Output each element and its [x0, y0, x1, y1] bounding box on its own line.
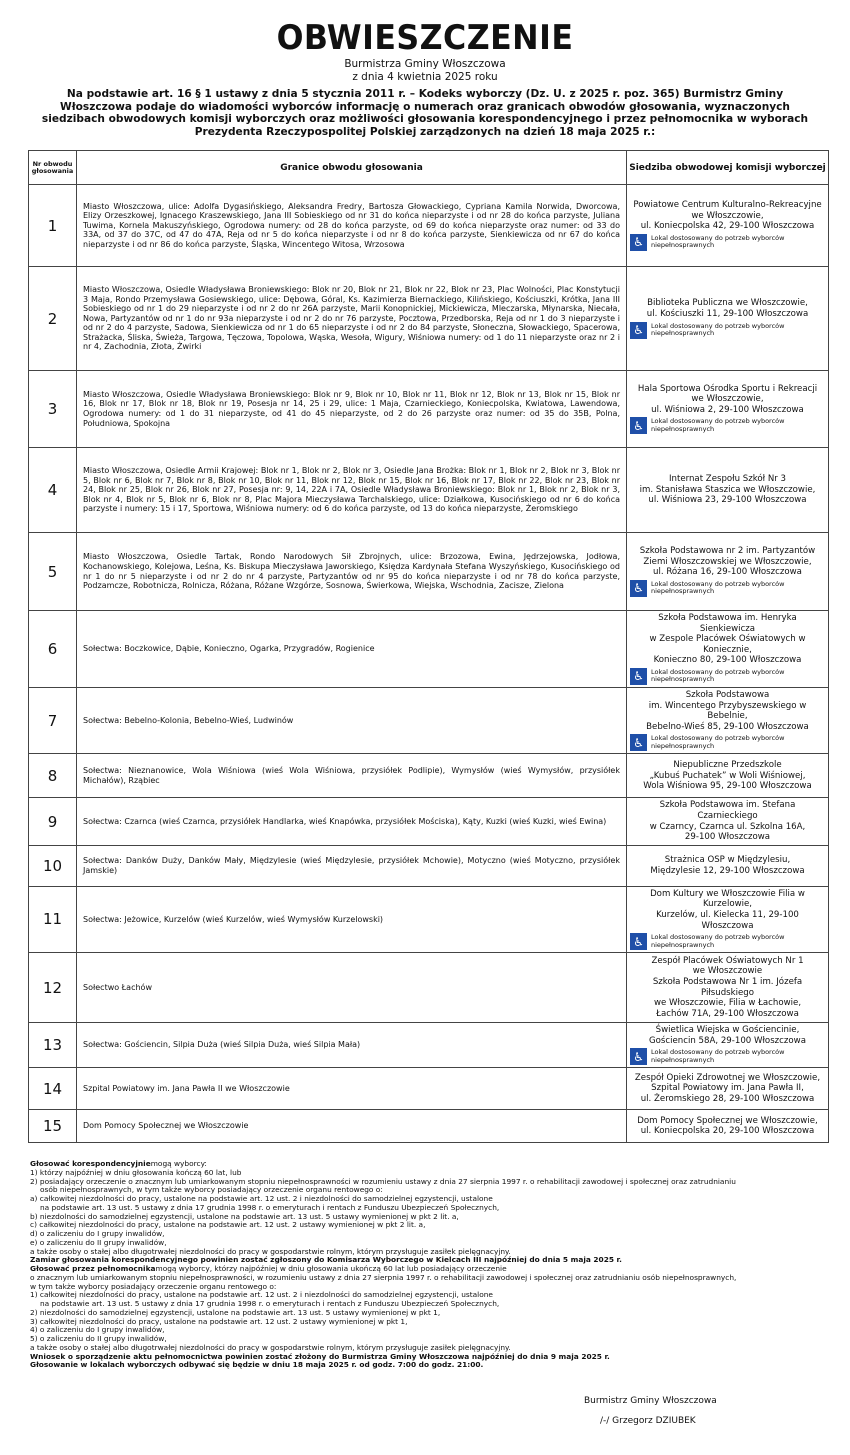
- list-item: 2) niezdolności do samodzielnej egzystencji, ustalone na podstawie art. 13 ust. 5 ustawy wymienionej w pkt 1,: [30, 1307, 441, 1317]
- seat-line: Łachów 71A, 29-100 Włoszczowa: [656, 1008, 799, 1019]
- list-item: o znacznym lub umiarkowanym stopniu niepełnosprawności, w rozumieniu ustawy z dnia 27 sierpnia 1997 r. o rehabilitacji zawodowej i społecznej oraz zatrudnianiu osób niepełnosprawnych,: [30, 1272, 737, 1282]
- commission-seat: [627, 886, 829, 952]
- district-bounds: Miasto Włoszczowa, Osiedle Armii Krajowej: Blok nr 1, Blok nr 2, Blok nr 3, Osiedle Jana Brożka: Blok nr 1, Blok nr 2, Blok nr 3, Blok nr 5, Blok nr 6, Blok nr 7, Blok nr 8, Blok nr 10, Blok nr 11, Blok nr 12, Blok nr 15, Blok nr 16, Blok nr 17, Blok nr 22, Blok nr 23, Blok nr 24, Blok nr 25, Blok nr 26, Blok nr 27, Posesja nr: 9, 14, 22A i 7A, Osiedle Władysława Broniewskiego: Blok nr 1, Blok nr 2, Blok nr 3, Blok nr 4, Blok nr 5, Blok nr 6, Blok nr 8, Plac Majora Mieczysława Tarchalskiego, ulice: Działkowa, Kusocińskiego od nr 6 do końca parzyste i numery: 15 i 17, Sportowa, Wiśniowa numery: od 6 do końca parzyste, od 13 do końca nieparzyste, Żeromskiego: [77, 448, 627, 533]
- col-header-seat: Siedziba obwodowej komisji wyborczej: [627, 151, 829, 185]
- seat-line: ul. Kościuszki 11, 29-100 Włoszczowa: [646, 309, 809, 319]
- commission-seat: [627, 1068, 829, 1110]
- accessibility-label: Lokal dostosowany do potrzeb wyborców niepełnosprawnych: [651, 579, 785, 596]
- proxy-intro: Głosować przez pełnomocnikamogą wyborcy, którzy najpóźniej w dniu głosowania ukończą 60 lat lub posiadający orzeczenie: [30, 1264, 507, 1273]
- list-item: 4) o zaliczeniu do I grupy inwalidów,: [30, 1325, 165, 1335]
- commission-seat: [627, 953, 829, 1023]
- seat-line: ul. Wiśniowa 23, 29-100 Włoszczowa: [648, 495, 807, 506]
- wheelchair-icon: ♿: [630, 234, 647, 251]
- issuer: Burmistrza Gminy Włoszczowa: [344, 58, 506, 70]
- commission-seat: [627, 371, 829, 448]
- table-row: [29, 533, 829, 611]
- seat-line: we Włoszczowie, Filia w Łachowie,: [653, 998, 802, 1009]
- seat-line: Świetlica Wiejska w Gościencinie,: [655, 1025, 800, 1036]
- list-item: e) o zaliczeniu do II grupy inwalidów,: [30, 1237, 167, 1247]
- seat-line: w Czarncy, Czarnca ul. Szkolna 16A,: [649, 821, 806, 832]
- district-number: 8: [29, 754, 77, 798]
- district-bounds: Sołectwa: Danków Duży, Danków Mały, Międzylesie (wieś Międzylesie, przysiółek Mchowie), Motyczno (wieś Motyczno, przysiółek Jamskie): [77, 845, 627, 886]
- list-item: a także osoby o stałej albo długotrwałej niezdolności do pracy w gospodarstwie rolnym, którym przysługuje zasiłek pielęgnacyjny.: [30, 1342, 511, 1352]
- seat-line: Zespół Opieki Zdrowotnej we Włoszczowie,: [634, 1072, 821, 1083]
- seat-line: Hala Sportowa Ośrodka Sportu i Rekreacji: [637, 383, 818, 394]
- district-bounds: Dom Pomocy Społecznej we Włoszczowie: [77, 1110, 627, 1143]
- district-number: 6: [29, 611, 77, 688]
- table-row: [29, 371, 829, 448]
- district-bounds: Szpital Powiatowy im. Jana Pawła II we Włoszczowie: [77, 1068, 627, 1110]
- seat-line: im. Stanisława Staszica we Włoszczowie,: [639, 484, 816, 495]
- proxy-list: [30, 1274, 825, 1353]
- seat-line: Powiatowe Centrum Kulturalno-Rekreacyjne: [633, 200, 822, 211]
- col-header-nr: Nr obwodu głosowania: [29, 151, 77, 185]
- seat-line: ul. Wiśniowa 2, 29-100 Włoszczowa: [651, 404, 804, 415]
- list-item: a także osoby o stałej albo długotrwałej niezdolności do pracy w gospodarstwie rolnym, którym przysługuje zasiłek pielęgnacyjny.: [30, 1246, 511, 1256]
- district-bounds: Sołectwa: Boczkowice, Dąbie, Konieczno, Ogarka, Przygradów, Rogienice: [77, 611, 627, 688]
- list-item: 2) posiadający orzeczenie o znacznym lub umiarkowanym stopniu niepełnosprawności w rozumieniu ustawy z dnia 27 sierpnia 1997 r. o rehabilitacji zawodowej i społecznej oraz zatrudnianiu: [30, 1176, 736, 1186]
- seat-line: w Zespole Placówek Oświatowych w Koniecznie,: [649, 634, 806, 655]
- district-bounds: Sołectwa: Czarnca (wieś Czarnca, przysiółek Handlarka, wieś Knapówka, przysiółek Mościska), Kąty, Kuzki (wieś Kuzki, wieś Ewina): [77, 798, 627, 845]
- list-item: osób niepełnosprawnych, w tym także wyborcy posiadający orzeczenie organu rentowego o:: [40, 1185, 383, 1195]
- table-row: [29, 953, 829, 1023]
- seat-line: 29-100 Włoszczowa: [684, 832, 771, 843]
- seat-line: Internat Zespołu Szkół Nr 3: [668, 474, 787, 485]
- seat-line: Dom Kultury we Włoszczowie Filia w Kurzelowie,: [650, 888, 805, 910]
- district-number: 1: [29, 185, 77, 267]
- seat-line: Konieczno 80, 29-100 Włoszczowa: [653, 655, 802, 666]
- wheelchair-icon: ♿: [630, 734, 647, 751]
- district-number: 10: [29, 845, 77, 886]
- district-bounds: Miasto Włoszczowa, Osiedle Władysława Broniewskiego: Blok nr 9, Blok nr 10, Blok nr 11, Blok nr 12, Blok nr 13, Blok nr 15, Blok nr 16, Blok nr 17, Blok nr 18, Blok nr 19, Posesja nr 14, 25 i 29, ulice: 1 Maja, Czarnieckiego, Koniecpolska, Kwiatowa, Lawendowa, Ogrodowa numery: od 1 do 31 nieparzyste, od 41 do 45 nieparzyste, od 2 do 26 parzyste oraz numer: od 35 do 35B, Polna, Południowa, Spokojna: [77, 371, 627, 448]
- seat-line: Zespół Placówek Oświatowych Nr 1: [651, 955, 804, 966]
- seat-line: we Włoszczowie: [692, 966, 763, 977]
- seat-line: ul. Koniecpolska 20, 29-100 Włoszczowa: [640, 1126, 815, 1137]
- district-bounds: Sołectwo Łachów: [77, 953, 627, 1023]
- proxy-deadline: Wniosek o sporządzenie aktu pełnomocnictwa powinien zostać złożony do Burmistrza Gminy Włoszczowa najpóźniej do dnia 9 maja 2025 r.: [30, 1351, 610, 1361]
- commission-seat: [627, 185, 829, 267]
- district-number: 15: [29, 1110, 77, 1143]
- seat-line: ul. Różana 16, 29-100 Włoszczowa: [653, 567, 802, 578]
- district-number: 2: [29, 267, 77, 371]
- notes-section: [30, 1160, 825, 1370]
- list-item: a) całkowitej niezdolności do pracy, ustalone na podstawie art. 12 ust. 2 i niezdolności do samodzielnej egzystencji, ustalone: [30, 1194, 493, 1203]
- district-bounds: Miasto Włoszczowa, ulice: Adolfa Dygasińskiego, Aleksandra Fredry, Bartosza Głowackiego, Cypriana Kamila Norwida, Dworcowa, Elizy Orzeszkowej, Ignacego Kraszewskiego, Jana III Sobieskiego od nr 31 do końca nieparzyste i od nr 28 do końca parzyste, Juliana Tuwima, Kornela Makuszyńskiego, Ogrodowa numery: od 28 do końca parzyste, od 69 do końca nieparzyste oraz numer: od 33 do 33A, od 37 do 37C, od 47 do 47A, Reja od nr 5 do końca nieparzyste i od nr 8 do końca parzyste, Sienkiewicza od nr 67 do końca nieparzyste i od nr 86 do końca parzyste, Śląska, Wincentego Witosa, Wrzosowa: [77, 185, 627, 267]
- seat-line: Kurzelów, ul. Kielecka 11, 29-100 Włoszczowa: [656, 909, 799, 931]
- seat-line: Szkoła Podstawowa im. Henryka Sienkiewicza: [658, 613, 797, 634]
- list-item: 5) o zaliczeniu do II grupy inwalidów,: [30, 1334, 167, 1343]
- accessibility-note: [630, 417, 825, 434]
- commission-seat: [627, 267, 829, 371]
- signature-role: Burmistrz Gminy Włoszczowa: [584, 1396, 717, 1406]
- district-number: 12: [29, 953, 77, 1023]
- seat-line: Dom Pomocy Społecznej we Włoszczowie,: [637, 1115, 818, 1126]
- wheelchair-icon: ♿: [630, 933, 647, 950]
- seat-line: ul. Żeromskiego 28, 29-100 Włoszczowa: [640, 1094, 815, 1105]
- district-bounds: Sołectwa: Nieznanowice, Wola Wiśniowa (wieś Wola Wiśniowa, przysiółek Podlipie), Wymysłów (wieś Wymysłów, przysiółek Michałów), Rząbiec: [77, 754, 627, 798]
- accessibility-label: Lokal dostosowany do potrzeb wyborców niepełnosprawnych: [651, 933, 785, 949]
- accessibility-note: [630, 322, 825, 339]
- district-bounds: Sołectwa: Bebelno-Kolonia, Bebelno-Wieś, Ludwinów: [77, 687, 627, 753]
- col-header-bounds: Granice obwodu głosowania: [77, 151, 627, 185]
- commission-seat: [627, 687, 829, 753]
- district-number: 11: [29, 886, 77, 952]
- seat-line: Ziemi Włoszczowskiej we Włoszczowie,: [643, 556, 812, 567]
- seat-line: we Włoszczowie,: [691, 394, 764, 405]
- seat-line: Wola Wiśniowa 95, 29-100 Włoszczowa: [643, 781, 812, 792]
- table-row: [29, 886, 829, 952]
- table-row: [29, 687, 829, 753]
- accessibility-label: Lokal dostosowany do potrzeb wyborców niepełnosprawnych: [651, 233, 785, 250]
- list-item: 1) którzy najpóźniej w dniu głosowania kończą 60 lat, lub: [30, 1167, 242, 1177]
- list-item: c) całkowitej niezdolności do pracy, ustalone na podstawie art. 12 ust. 2 ustawy wymienionej w pkt 2 lit. a,: [30, 1220, 426, 1230]
- seat-line: Szkoła Podstawowa im. Stefana Czarnieckiego: [659, 800, 796, 821]
- accessibility-note: [630, 234, 825, 251]
- table-row: [29, 267, 829, 371]
- district-number: 14: [29, 1068, 77, 1110]
- wheelchair-icon: ♿: [630, 668, 647, 685]
- commission-seat: [627, 845, 829, 886]
- list-item: na podstawie art. 13 ust. 5 ustawy z dnia 17 grudnia 1998 r. o emeryturach i rentach z Funduszu Ubezpieczeń Społecznych,: [40, 1202, 500, 1212]
- seat-line: Bebelno-Wieś 85, 29-100 Włoszczowa: [646, 721, 809, 732]
- seat-line: Międzylesie 12, 29-100 Włoszczowa: [650, 865, 805, 876]
- district-number: 5: [29, 533, 77, 611]
- district-number: 9: [29, 798, 77, 845]
- postal-intro: Głosować korespondencyjniemogą wyborcy:: [30, 1159, 207, 1168]
- page-title: OBWIESZCZENIE: [276, 18, 574, 58]
- postal-deadline: Zamiar głosowania korespondencyjnego powinien zostać zgłoszony do Komisarza Wyborczego w Kielcach III najpóźniej do dnia 5 maja 2025 r.: [30, 1255, 622, 1265]
- list-item: d) o zaliczeniu do I grupy inwalidów,: [30, 1229, 165, 1238]
- list-item: 3) całkowitej niezdolności do pracy, ustalone na podstawie art. 12 ust. 2 ustawy wymienionej w pkt 1,: [30, 1316, 408, 1326]
- district-bounds: Miasto Włoszczowa, Osiedle Władysława Broniewskiego: Blok nr 20, Blok nr 21, Blok nr 22, Blok nr 23, Plac Wolności, Plac Konstytucji 3 Maja, Rondo Przemysława Gosiewskiego, ulice: Dębowa, Góral, Ks. Kazimierza Biernackiego, Kilińskiego, Kościuszki, Krótka, Jana III Sobieskiego od nr 1 do 29 nieparzyste i od nr 2 do nr 26A parzyste, Marii Konopnickiej, Mickiewicza, Mleczarska, Młynarska, Niecała, Nowa, Partyzantów od nr 1 do nr 93a nieparzyste i od nr 2 do nr 76 parzyste, Pocztowa, Przedborska, Reja od nr 1 do 3 nieparzyste i od nr 2 do 4 parzyste, Sadowa, Sienkiewicza od nr 1 do 65 nieparzyste i od nr 2 do 84 parzyste, Słoneczna, Słowackiego, Spacerowa, Strażacka, Śliska, Świeża, Targowa, Tęczowa, Topolowa, Wąska, Wesoła, Wigury, Wiśniowa numery: od 1 do 11 nieparzyste oraz nr 2 i nr 4, Zachodnia, Złota, Żwirki: [77, 267, 627, 371]
- accessibility-note: [630, 1048, 825, 1065]
- district-bounds: Miasto Włoszczowa, Osiedle Tartak, Rondo Narodowych Sił Zbrojnych, ulice: Brzozowa, Ewina, Jędrzejowska, Jodłowa, Kochanowskiego, Kolejowa, Leśna, Ks. Biskupa Mieczysława Jaworskiego, Księdza Kardynała Stefana Wyszyńskiego, Kusocińskiego od nr 1 do nr 5 nieparzyste i od nr 2 do nr 4 parzyste, Partyzantów od nr 95 do końca nieparzyste i od nr 78 do końca parzyste, Podzamcze, Robotnicza, Rolnicza, Różana, Różane Wzgórze, Sosnowa, Świerkowa, Wiejska, Wschodnia, Zacisze, Zielona: [77, 533, 627, 611]
- accessibility-label: Lokal dostosowany do potrzeb wyborców niepełnosprawnych: [651, 734, 785, 750]
- seat-line: we Włoszczowie,: [691, 210, 764, 221]
- table-row: [29, 845, 829, 886]
- seat-line: im. Wincentego Przybyszewskiego w Bebelnie,: [648, 700, 807, 722]
- issue-date: z dnia 4 kwietnia 2025 roku: [352, 71, 498, 83]
- seat-line: Szkoła Podstawowa: [685, 689, 770, 700]
- seat-line: „Kubuś Puchatek” w Woli Wiśniowej,: [649, 770, 806, 781]
- district-bounds: Sołectwa: Jeżowice, Kurzelów (wieś Kurzelów, wieś Wymysłów Kurzelowski): [77, 886, 627, 952]
- district-number: 13: [29, 1023, 77, 1068]
- accessibility-label: Lokal dostosowany do potrzeb wyborców niepełnosprawnych: [651, 1048, 785, 1064]
- district-bounds: Sołectwa: Gościencin, Silpia Duża (wieś Silpia Duża, wieś Silpia Mała): [77, 1023, 627, 1068]
- commission-seat: [627, 798, 829, 845]
- seat-line: Niepubliczne Przedszkole: [673, 759, 782, 770]
- seat-line: Strażnica OSP w Międzylesiu,: [664, 855, 791, 866]
- wheelchair-icon: ♿: [630, 1048, 647, 1065]
- table-row: [29, 185, 829, 267]
- commission-seat: [627, 1023, 829, 1068]
- commission-seat: [627, 754, 829, 798]
- wheelchair-icon: ♿: [630, 322, 647, 339]
- seat-line: Szkoła Podstawowa Nr 1 im. Józefa Piłsudskiego: [652, 977, 803, 998]
- commission-seat: [627, 611, 829, 688]
- districts-table: [28, 150, 829, 1143]
- table-row: [29, 448, 829, 533]
- signature-name: /-/ Grzegorz DZIUBEK: [600, 1416, 696, 1426]
- seat-line: Biblioteka Publiczna we Włoszczowie,: [647, 298, 808, 309]
- accessibility-label: Lokal dostosowany do potrzeb wyborców niepełnosprawnych: [651, 668, 785, 684]
- accessibility-note: [630, 580, 825, 597]
- commission-seat: [627, 533, 829, 611]
- accessibility-label: Lokal dostosowany do potrzeb wyborców niepełnosprawnych: [651, 417, 785, 433]
- proxy-heading: Głosować przez pełnomocnika: [30, 1264, 156, 1273]
- accessibility-note: [630, 734, 825, 751]
- postal-list: [30, 1169, 825, 1257]
- list-item: b) niezdolności do samodzielnej egzystencji, ustalone na podstawie art. 13 ust. 5 ustawy wymienionej w pkt 2 lit. a,: [30, 1211, 459, 1221]
- table-row: [29, 1023, 829, 1068]
- wheelchair-icon: ♿: [630, 580, 647, 597]
- postal-heading: Głosować korespondencyjnie: [30, 1159, 151, 1168]
- seat-line: Szkoła Podstawowa nr 2 im. Partyzantów: [639, 546, 816, 557]
- district-number: 4: [29, 448, 77, 533]
- table-header-row: [29, 151, 829, 185]
- table-row: [29, 1110, 829, 1143]
- commission-seat: [627, 1110, 829, 1143]
- voting-hours: Głosowanie w lokalach wyborczych odbywać się będzie w dniu 18 maja 2025 r. od godz. 7:00 do godz. 21:00.: [30, 1360, 484, 1370]
- intro-paragraph: Na podstawie art. 16 § 1 ustawy z dnia 5 stycznia 2011 r. – Kodeks wyborczy (Dz. U. z 2025 r. poz. 365) Burmistrz Gminy Włoszczowa podaje do wiadomości wyborców informację o numerach oraz granicach obwodów głosowania, wyznaczonych siedzibach obwodowych komisji wyborczych oraz możliwości głosowania korespondencyjnego i przez pełnomocnika w wyborach Prezydenta Rzeczypospolitej Polskiej zarządzonych na dzień 18 maja 2025 r.:: [41, 88, 809, 138]
- list-item: w tym także wyborcy posiadający orzeczenie organu rentowego o:: [30, 1281, 277, 1291]
- accessibility-note: [630, 668, 825, 685]
- seat-line: Szpital Powiatowy im. Jana Pawła II,: [651, 1083, 804, 1094]
- district-number: 3: [29, 371, 77, 448]
- table-row: [29, 611, 829, 688]
- seat-line: ul. Koniecpolska 42, 29-100 Włoszczowa: [640, 221, 815, 232]
- wheelchair-icon: ♿: [630, 417, 647, 434]
- table-row: [29, 754, 829, 798]
- seat-line: Gościencin 58A, 29-100 Włoszczowa: [649, 1035, 806, 1046]
- list-item: 1) całkowitej niezdolności do pracy, ustalone na podstawie art. 12 ust. 2 i niezdolności do samodzielnej egzystencji, ustalone: [30, 1290, 493, 1300]
- table-row: [29, 1068, 829, 1110]
- accessibility-label: Lokal dostosowany do potrzeb wyborców niepełnosprawnych: [651, 321, 785, 338]
- district-number: 7: [29, 687, 77, 753]
- table-row: [29, 798, 829, 845]
- commission-seat: [627, 448, 829, 533]
- list-item: na podstawie art. 13 ust. 5 ustawy z dnia 17 grudnia 1998 r. o emeryturach i rentach z Funduszu Ubezpieczeń Społecznych,: [40, 1299, 500, 1308]
- accessibility-note: [630, 933, 825, 950]
